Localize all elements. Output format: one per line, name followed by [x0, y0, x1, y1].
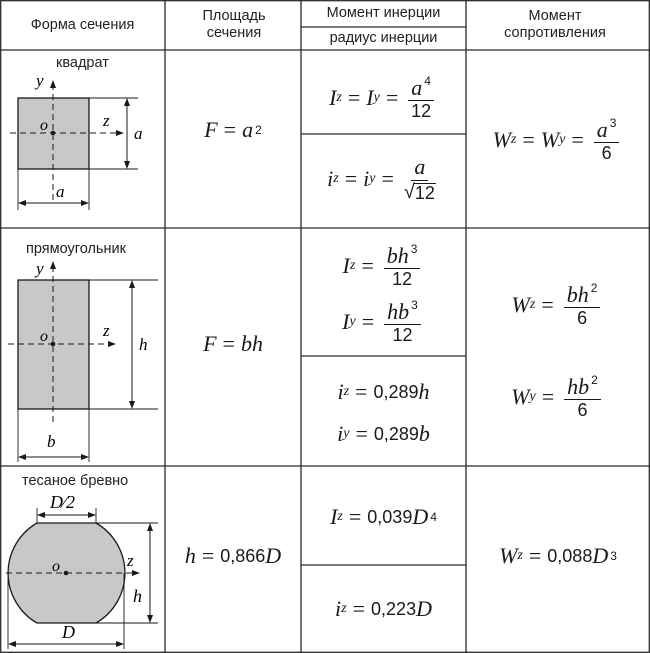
axis-z-label: z [127, 551, 134, 570]
rectangle-area-formula: F = bh [203, 331, 263, 356]
dim-height-label: h [133, 586, 142, 606]
hewn-log-radius-formula: i z = 0,223 D [335, 596, 432, 621]
origin-label: o [40, 328, 48, 345]
dim-top-label: D⁄2 [50, 492, 76, 512]
rectangle-modulus-y-formula: W y = $\frac{hb ^2}{6}$ [466, 362, 650, 432]
header-inertia-moment: Момент инерции [326, 5, 441, 22]
hewn-log-diagram [0, 466, 165, 653]
dim-bottom-label: a [56, 182, 65, 201]
rectangle-modulus-z-formula: W z = $\frac{bh ^2}{6}$ [466, 270, 650, 340]
dim-bottom-label: D [62, 622, 75, 642]
square-inertia-formula: I z = I y = $\frac{a ^4}{12}$ [301, 62, 466, 134]
rectangle-radius-y-formula: i y = 0,289 b [337, 421, 430, 446]
axis-z-label: z [103, 111, 110, 130]
square-diagram [0, 50, 165, 228]
header-inertia-radius: радиус инерции [329, 30, 438, 47]
hewn-log-area-formula: h = 0,866 D [184, 543, 282, 568]
square-area-formula: F = a 2 [204, 117, 262, 142]
dim-side-label: a [134, 124, 143, 143]
hewn-log-inertia-formula: I z = 0,039 D 4 [330, 504, 437, 529]
origin-label: o [40, 117, 48, 134]
square-modulus-formula: W z = W y = $\frac{a ^3}{6}$ [466, 100, 650, 180]
origin-label: o [52, 558, 60, 575]
axis-y-label: y [36, 259, 44, 278]
rectangle-inertia-y-formula: I y = $\frac{hb ^3}{12}$ [301, 292, 466, 352]
header-section-modulus: Момент сопротивления [504, 8, 606, 41]
shape-label-rectangle: прямоугольник [26, 241, 126, 257]
header-area: Площадь сечения [202, 8, 266, 41]
rectangle-diagram [0, 228, 165, 466]
square-radius-formula: i z = i y = a √ 12 [327, 154, 435, 203]
hewn-log-modulus-formula: W z = 0,088 D 3 [499, 543, 617, 568]
rectangle-inertia-z-formula: I z = $\frac{bh ^3}{12}$ [301, 236, 466, 296]
axis-z-label: z [103, 321, 110, 340]
shape-label-square: квадрат [56, 55, 109, 71]
dim-bottom-label: b [47, 432, 56, 451]
header-shape: Форма сечения [30, 16, 135, 33]
dim-height-label: h [139, 335, 148, 354]
axis-y-label: y [36, 71, 44, 90]
shape-label-hewn-log: тесаное бревно [22, 473, 129, 489]
rectangle-radius-z-formula: i z = 0,289 h [337, 379, 430, 404]
